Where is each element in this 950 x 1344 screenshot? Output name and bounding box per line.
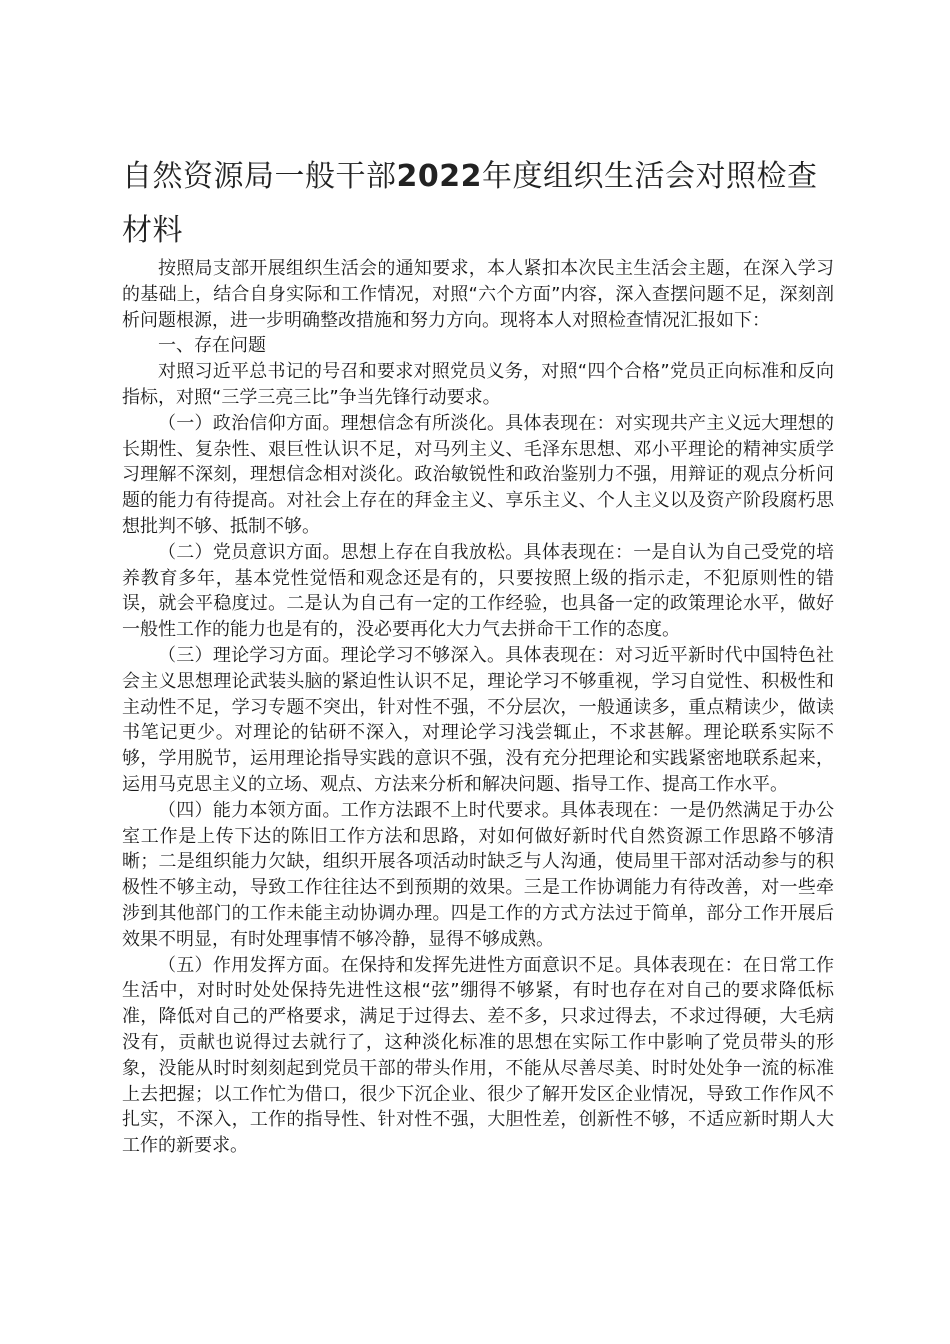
title-text-before: 自然资源局一般干部 <box>122 159 397 194</box>
paragraph-standards: 对照习近平总书记的号召和要求对照党员义务，对照“四个合格”党员正向标准和反向指标，对照“三学三亮三比”争当先锋行动要求。 <box>122 361 834 408</box>
paragraph-theory-study: （三）理论学习方面。理论学习不够深入。具体表现在：对习近平新时代中国特色社会主义思想理论武装头脑的紧迫性认识不足，理论学习不够重视，学习自觉性、积极性和主动性不足，学习专题不突出，针对性不强，不分层次，一般通读多，重点精读少，做读书笔记更少。对理论的钻研不深入，对理论学习浅尝辄止，不求甚解。理论联系实际不够，学用脱节，运用理论指导实践的意识不强，没有充分把理论和实践紧密地联系起来，运用马克思主义的立场、观点、方法来分析和解决问题、指导工作、提高工作水平。 <box>122 644 834 795</box>
title-text-after: 年度组织生活会对照检查材料 <box>122 159 818 248</box>
paragraph-ability: （四）能力本领方面。工作方法跟不上时代要求。具体表现在：一是仍然满足于办公室工作是上传下达的陈旧工作方法和思路，对如何做好新时代自然资源工作思路不够清晰；二是组织能力欠缺，组织开展各项活动时缺乏与人沟通，使局里干部对活动参与的积极性不够主动，导致工作往往达不到预期的效果。三是工作协调能力有待改善，对一些牵涉到其他部门的工作未能主动协调办理。四是工作的方式方法过于简单，部分工作开展后效果不明显，有时处理事情不够冷静，显得不够成熟。 <box>122 799 834 950</box>
title-year: 2022 <box>396 159 482 194</box>
paragraph-party-awareness: （二）党员意识方面。思想上存在自我放松。具体表现在：一是自认为自己受党的培养教育多年，基本党性觉悟和观念还是有的，只要按照上级的指示走，不犯原则性的错误，就会平稳度过。二是认为自己有一定的工作经验，也具备一定的政策理论水平，做好一般性工作的能力也是有的，没必要再化大力气去拼命干工作的态度。 <box>122 541 834 641</box>
intro-paragraph: 按照局支部开展组织生活会的通知要求，本人紧扣本次民主生活会主题，在深入学习的基础上，结合自身实际和工作情况，对照“六个方面”内容，深入查摆问题不足，深刻剖析问题根源，进一步明确整改措施和努力方向。现将本人对照检查情况汇报如下： <box>122 258 834 331</box>
document-body <box>122 256 834 1159</box>
document-title <box>122 150 842 258</box>
section-heading-problems: 一、存在问题 <box>158 335 266 357</box>
paragraph-role: （五）作用发挥方面。在保持和发挥先进性方面意识不足。具体表现在：在日常工作生活中，对时时处处保持先进性这根“弦”绷得不够紧，有时也存在对自己的要求降低标准，降低对自己的严格要求，满足于过得去、差不多，只求过得去，不求过得硬，大毛病没有，贡献也说得过去就行了，这种淡化标准的思想在实际工作中影响了党员带头的形象，没能从时时刻刻起到党员干部的带头作用，不能从尽善尽美、时时处处争一流的标准上去把握；以工作忙为借口，很少下沉企业、很少了解开发区企业情况，导致工作作风不扎实，不深入，工作的指导性、针对性不强，大胆性差，创新性不够，不适应新时期人大工作的新要求。 <box>122 954 834 1157</box>
paragraph-political-belief: （一）政治信仰方面。理想信念有所淡化。具体表现在：对实现共产主义远大理想的长期性、复杂性、艰巨性认识不足，对马列主义、毛泽东思想、邓小平理论的精神实质学习理解不深刻，理想信念相对淡化。政治敏锐性和政治鉴别力不强，用辩证的观点分析问题的能力有待提高。对社会上存在的拜金主义、享乐主义、个人主义以及资产阶段腐朽思想批判不够、抵制不够。 <box>122 412 834 537</box>
